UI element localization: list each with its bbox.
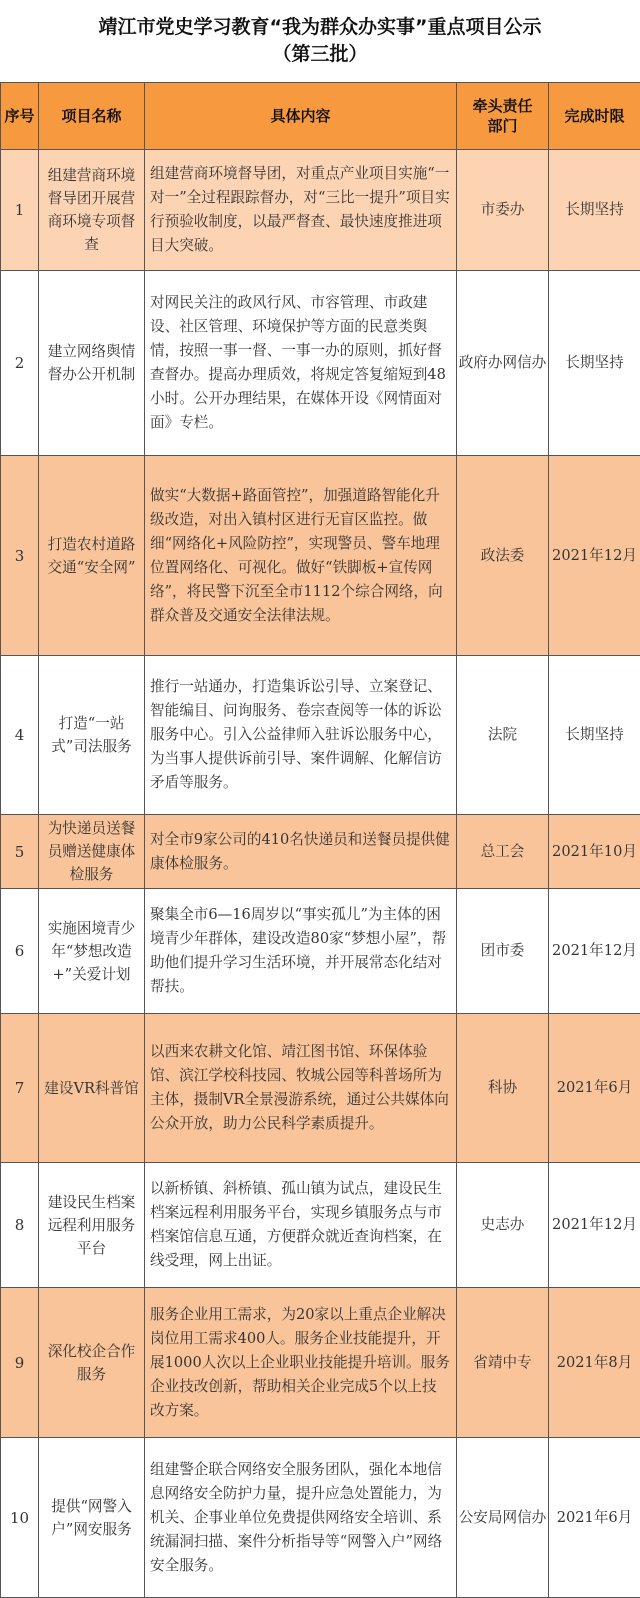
- row-name: 建设VR科普馆: [39, 1014, 145, 1163]
- row-dept: 公安局网信办: [457, 1438, 549, 1598]
- row-dept: 政府办网信办: [457, 271, 549, 456]
- row-name: 深化校企合作服务: [39, 1288, 145, 1438]
- row-dept: 市委办: [457, 150, 549, 271]
- row-num: 4: [1, 656, 39, 815]
- row-dept: 史志办: [457, 1163, 549, 1288]
- row-dept: 总工会: [457, 815, 549, 889]
- header-dept-line-2: 部门: [487, 117, 518, 135]
- row-content: 服务企业用工需求，为20家以上重点企业解决岗位用工需求400人。服务企业技能提升，开展1000人次以上企业职业技能提升培训。服务企业技改创新，帮助相关企业完成5个以上技改方案。: [145, 1288, 457, 1438]
- header-dept: [457, 83, 549, 150]
- row-time: 长期坚持: [549, 656, 640, 815]
- row-num: 9: [1, 1288, 39, 1438]
- row-time: 2021年10月: [549, 815, 640, 889]
- row-name: 建设民生档案远程利用服务平台: [39, 1163, 145, 1288]
- header-content: 具体内容: [145, 83, 457, 150]
- row-dept: 省靖中专: [457, 1288, 549, 1438]
- row-name: 打造农村道路交通“安全网”: [39, 456, 145, 656]
- row-num: 7: [1, 1014, 39, 1163]
- row-time: 2021年6月: [549, 1438, 640, 1598]
- row-num: 2: [1, 271, 39, 456]
- row-name: 为快递员送餐员赠送健康体检服务: [39, 815, 145, 889]
- header-dept-line-1: 牵头责任: [472, 97, 533, 115]
- row-content: 以西来农耕文化馆、靖江图书馆、环保体验馆、滨江学校科技园、牧城公园等科普场所为主体，摄制VR全景漫游系统，通过公共媒体向公众开放，助力公民科学素质提升。: [145, 1014, 457, 1163]
- row-time: 2021年12月: [549, 456, 640, 656]
- project-table: [0, 82, 640, 1598]
- row-content: 以新桥镇、斜桥镇、孤山镇为试点，建设民生档案远程利用服务平台，实现乡镇服务点与市档案馆信息互通，方便群众就近查询档案，在线受理，网上出证。: [145, 1163, 457, 1288]
- row-content: 组建营商环境督导团，对重点产业项目实施“一对一”全过程跟踪督办，对“三比一提升”项目实行预验收制度，以最严督查、最快速度推进项目大突破。: [145, 150, 457, 271]
- row-dept: 科协: [457, 1014, 549, 1163]
- title-line-2: （第三批）: [272, 43, 368, 65]
- row-dept: 团市委: [457, 889, 549, 1014]
- table-row: [1, 1438, 640, 1598]
- row-num: 1: [1, 150, 39, 271]
- row-time: 2021年6月: [549, 1014, 640, 1163]
- row-time: 长期坚持: [549, 271, 640, 456]
- row-content: 做实“大数据+路面管控”，加强道路智能化升级改造，对出入镇村区进行无盲区监控。做细“网络化+风险防控”，实现警员、警车地理位置网络化、可视化。做好“铁脚板+宣传网络”，将民警下沉至全市1112个综合网络，向群众普及交通安全法律法规。: [145, 456, 457, 656]
- table-header-row: [1, 83, 640, 150]
- table-row: [1, 889, 640, 1014]
- table-row: [1, 1163, 640, 1288]
- header-time: 完成时限: [549, 83, 640, 150]
- row-num: 5: [1, 815, 39, 889]
- title-line-1: 靖江市党史学习教育“我为群众办实事”重点项目公示: [98, 16, 542, 38]
- document-title: [0, 0, 640, 82]
- row-dept: 政法委: [457, 456, 549, 656]
- row-name: 提供“网警入户”网安服务: [39, 1438, 145, 1598]
- row-name: 实施困境青少年“梦想改造+”关爱计划: [39, 889, 145, 1014]
- row-content: 推行一站通办，打造集诉讼引导、立案登记、智能编目、问询服务、卷宗查阅等一体的诉讼服务中心。引入公益律师入驻诉讼服务中心，为当事人提供诉前引导、案件调解、化解信访矛盾等服务。: [145, 656, 457, 815]
- row-dept: 法院: [457, 656, 549, 815]
- row-content: 组建警企联合网络安全服务团队，强化本地信息网络安全防护力量，提升应急处置能力，为机关、企事业单位免费提供网络安全培训、系统漏洞扫描、案件分析指导等“网警入户”网络安全服务。: [145, 1438, 457, 1598]
- table-row: [1, 456, 640, 656]
- header-num: 序号: [1, 83, 39, 150]
- header-name: 项目名称: [39, 83, 145, 150]
- row-time: 2021年8月: [549, 1288, 640, 1438]
- row-name: 组建营商环境督导团开展营商环境专项督查: [39, 150, 145, 271]
- row-name: 建立网络舆情督办公开机制: [39, 271, 145, 456]
- table-row: [1, 1288, 640, 1438]
- row-time: 2021年12月: [549, 1163, 640, 1288]
- table-row: [1, 150, 640, 271]
- table-row: [1, 1014, 640, 1163]
- row-time: 长期坚持: [549, 150, 640, 271]
- row-name: 打造“一站式”司法服务: [39, 656, 145, 815]
- row-time: 2021年12月: [549, 889, 640, 1014]
- row-num: 10: [1, 1438, 39, 1598]
- row-num: 6: [1, 889, 39, 1014]
- row-num: 3: [1, 456, 39, 656]
- row-num: 8: [1, 1163, 39, 1288]
- row-content: 对网民关注的政风行风、市容管理、市政建设、社区管理、环境保护等方面的民意类舆情，按照一事一督、一事一办的原则，抓好督查督办。提高办理质效，将规定答复缩短到48小时。公开办理结果，在媒体开设《网情面对面》专栏。: [145, 271, 457, 456]
- table-row: [1, 271, 640, 456]
- row-content: 聚集全市6—16周岁以“事实孤儿”为主体的困境青少年群体，建设改造80家“梦想小屋”，帮助他们提升学习生活环境，并开展常态化结对帮扶。: [145, 889, 457, 1014]
- table-row: [1, 815, 640, 889]
- table-row: [1, 656, 640, 815]
- row-content: 对全市9家公司的410名快递员和送餐员提供健康体检服务。: [145, 815, 457, 889]
